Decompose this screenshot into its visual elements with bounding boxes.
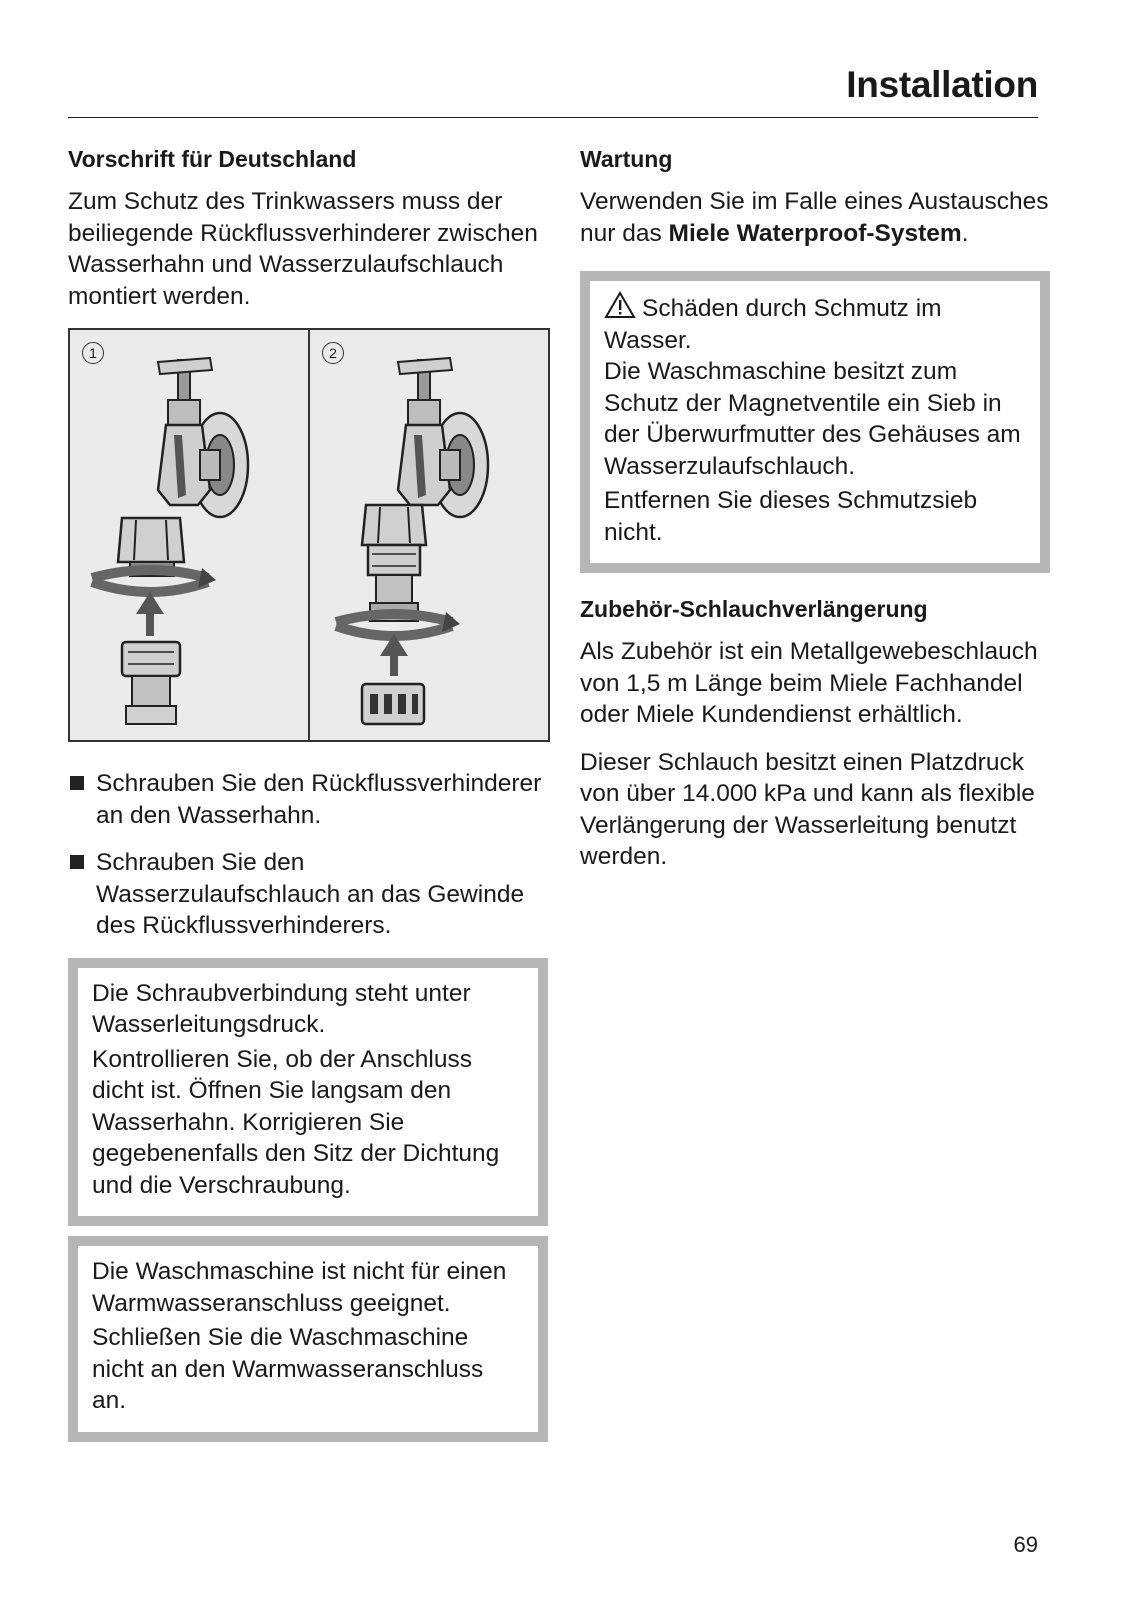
warning-text: Die Waschmaschine besitzt zum Schutz der Magnetventile ein Sieb in der Überwurfmutter des Gehäuses am Wasserzulaufschlauch. xyxy=(604,358,1021,480)
list-item xyxy=(68,847,548,942)
faucet-with-hose-illustration xyxy=(310,330,545,740)
left-column xyxy=(68,143,548,1442)
list-item xyxy=(68,768,548,831)
right-column xyxy=(580,143,1050,889)
warning-triangle-icon xyxy=(604,291,636,319)
note-box-pressure xyxy=(68,958,548,1227)
note-text: Kontrollieren Sie, ob der Anschluss dicht ist. Öffnen Sie langsam den Wasserhahn. Korrigieren Sie gegebenenfalls den Sitz der Dichtung und die Verschraubung. xyxy=(92,1045,500,1199)
maintenance-text-end: . xyxy=(961,219,969,247)
maintenance-paragraph xyxy=(580,186,1050,249)
header-divider xyxy=(68,117,1038,118)
warning-box-dirt xyxy=(580,271,1050,573)
product-name: Miele Waterproof-System xyxy=(668,219,962,247)
section-heading-germany: Vorschrift für Deutschland xyxy=(68,146,357,172)
maintenance-text: Verwenden Sie im Falle eines Austausches nur das xyxy=(580,188,1049,247)
accessory-paragraph: Als Zubehör ist ein Metallgewebeschlauch von 1,5 m Länge beim Miele Fachhandel oder Miele Kundendienst erhältlich. xyxy=(580,638,1038,728)
section-heading-maintenance: Wartung xyxy=(580,146,673,172)
page-number: 69 xyxy=(1013,1532,1038,1557)
square-bullet-icon xyxy=(70,776,84,790)
figure-panel-1 xyxy=(70,330,308,740)
figure-step-number-2: 2 xyxy=(322,342,344,364)
note-text: Die Schraubverbindung steht unter Wasserleitungsdruck. xyxy=(92,979,471,1038)
warning-text: Entfernen Sie dieses Schmutzsieb nicht. xyxy=(604,487,978,546)
faucet-with-backflow-preventer-illustration xyxy=(70,330,305,740)
square-bullet-icon xyxy=(70,855,84,869)
figure-step-number-1: 1 xyxy=(82,342,104,364)
section-heading-accessory: Zubehör-Schlauchverlängerung xyxy=(580,596,928,622)
warning-title-line xyxy=(604,291,1026,356)
instruction-list xyxy=(68,768,548,942)
installation-figure xyxy=(68,328,550,742)
page-header-title: Installation xyxy=(846,64,1038,105)
note-box-hot-water xyxy=(68,1236,548,1442)
list-item-text: Schrauben Sie den Wasserzulaufschlauch an das Gewinde des Rückflussverhinderers. xyxy=(96,849,525,939)
accessory-paragraph: Dieser Schlauch besitzt einen Platzdruck von über 14.000 kPa und kann als flexible Verlängerung der Wasserleitung benutzt werden. xyxy=(580,748,1035,870)
list-item-text: Schrauben Sie den Rückflussverhinderer an den Wasserhahn. xyxy=(96,770,542,829)
figure-panel-2 xyxy=(308,330,548,740)
note-text: Schließen Sie die Waschmaschine nicht an den Warmwasseranschluss an. xyxy=(92,1324,484,1414)
note-text: Die Waschmaschine ist nicht für einen Warmwasseranschluss geeignet. xyxy=(92,1258,507,1317)
warning-title: Schäden durch Schmutz im Wasser. xyxy=(604,295,942,354)
intro-paragraph: Zum Schutz des Trinkwassers muss der beiliegende Rückflussverhinderer zwischen Wasserhahn und Wasserzulaufschlauch montiert werden. xyxy=(68,188,538,310)
